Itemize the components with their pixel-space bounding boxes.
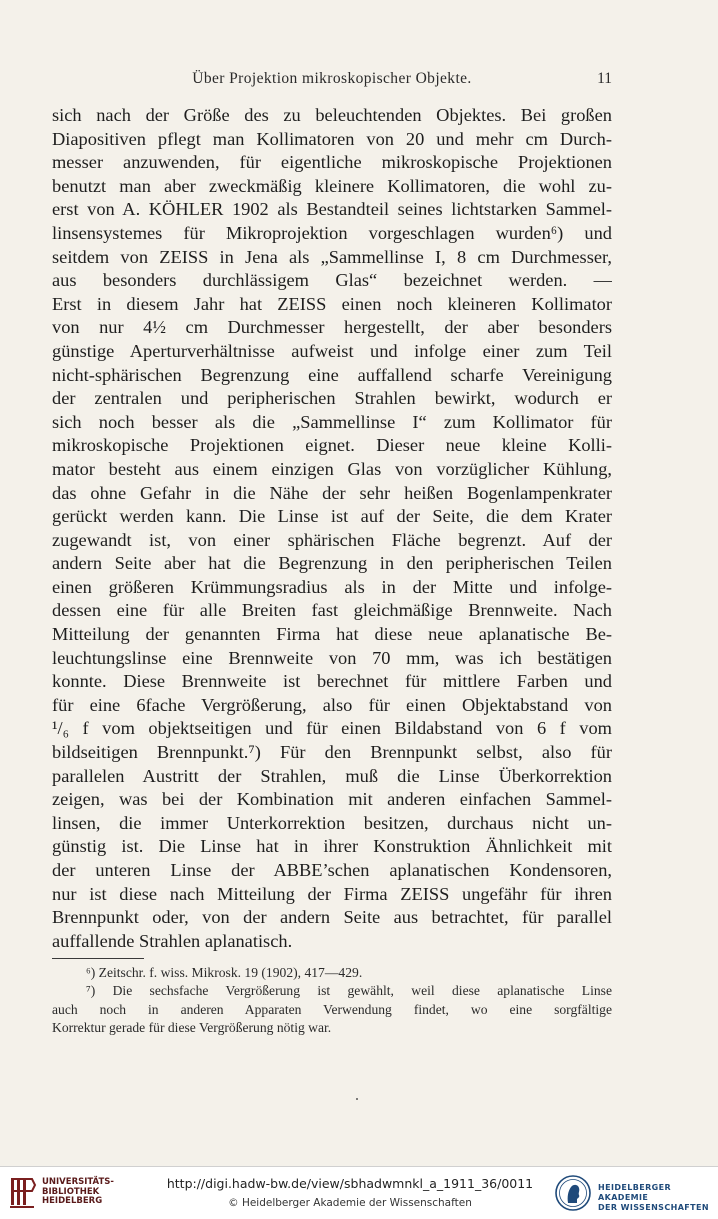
page-number: 11 xyxy=(597,70,612,87)
text-line: für eine 6fache Vergrößerung, also für einen Objektabstand von xyxy=(52,694,612,715)
text-line: benutzt man aber zweckmäßig kleinere Kollimatoren, die wohl zu- xyxy=(52,175,612,196)
text-line: sich noch besser als die „Sammellinse I“ zum Kollimator für xyxy=(52,411,612,432)
text-line: sich nach der Größe des zu beleuchtenden Objektes. Bei großen xyxy=(52,105,612,125)
text-line: seitdem von ZEISS in Jena als „Sammellinse I, 8 cm Durchmesser, xyxy=(52,246,612,267)
library-label-line: HEIDELBERG xyxy=(42,1196,103,1206)
text-line: messer anzuwenden, für eigentliche mikroskopische Projektionen xyxy=(52,152,612,173)
text-line: der unteren Linse der ABBE’schen aplanatischen Kondensoren, xyxy=(52,860,612,880)
footnote-7-line: Korrektur gerade für diese Vergrößerung nötig war. xyxy=(52,1020,332,1036)
text-line: andern Seite aber hat die Begrenzung in den peripherischen Teilen xyxy=(52,553,612,574)
running-head-title: Über Projektion mikroskopischer Objekte. xyxy=(192,70,472,87)
scan-speck xyxy=(356,1098,358,1100)
text-line: gerückt werden kann. Die Linse ist auf der Seite, die dem Krater xyxy=(52,506,612,527)
permalink-url[interactable]: http://digi.hadw-bw.de/view/sbhadwmnkl_a_1911_36/0011 xyxy=(166,1176,534,1191)
university-library-emblem-icon xyxy=(8,1175,38,1211)
footnote-7-line: auch noch in anderen Apparaten Verwendung findet, wo eine sorgfältige xyxy=(52,1001,612,1017)
text-line: auffallende Strahlen aplanatisch. xyxy=(52,930,293,951)
text-line: zugewandt ist, von einer sphärischen Fläche begrenzt. Auf der xyxy=(52,529,612,550)
copyright-notice: © Heidelberger Akademie der Wissenschaften xyxy=(228,1197,472,1209)
library-label-line: BIBLIOTHEK xyxy=(42,1186,100,1197)
library-label-line: UNIVERSITÄTS- xyxy=(42,1177,114,1187)
university-library-label xyxy=(42,1178,114,1207)
footnote-separator xyxy=(52,958,144,959)
text-line: Diapositiven pflegt man Kollimatoren von 20 und mehr cm Durch- xyxy=(52,128,612,149)
text-line: erst von A. KÖHLER 1902 als Bestandteil seines lichtstarken Sammel- xyxy=(52,199,612,220)
text-line: mator besteht aus einem einzigen Glas von vorzüglicher Kühlung, xyxy=(52,458,612,479)
footnotes xyxy=(52,964,612,1038)
text-line: von nur 4½ cm Durchmesser hergestellt, der aber besonders xyxy=(52,317,612,338)
text-line: nur ist diese nach Mitteilung der Firma ZEISS ungefähr für ihren xyxy=(52,883,612,904)
text-line: Brennpunkt oder, von der andern Seite aus betrachtet, für parallel xyxy=(52,907,612,928)
academy-label-line: HEIDELBERGER AKADEMIE xyxy=(598,1183,672,1202)
text-line: leuchtungslinse eine Brennweite von 70 mm, was ich bestätigen xyxy=(52,647,612,668)
text-line: günstige Aperturverhältnisse aufweist und infolge einer zum Teil xyxy=(52,340,612,361)
body-paragraph xyxy=(52,104,612,953)
text-line: linsen, die immer Unterkorrektion besitzen, durchaus nicht un- xyxy=(52,812,612,833)
text-line: Erst in diesem Jahr hat ZEISS einen noch kleineren Kollimator xyxy=(52,293,612,314)
text-line: einen größeren Krümmungsradius als in der Mitte und infolge- xyxy=(52,576,612,597)
text-line: dessen eine für alle Breiten fast gleichmäßige Brennweite. Nach xyxy=(52,600,612,621)
text-line: das ohne Gefahr in die Nähe der sehr heißen Bogenlampenkrater xyxy=(52,482,612,503)
text-line: parallelen Austritt der Strahlen, muß die Linse Überkorrektion xyxy=(52,765,612,786)
viewer-footer xyxy=(0,1166,718,1219)
text-line: bildseitigen Brennpunkt.⁷) Für den Brennpunkt selbst, also für xyxy=(52,742,612,763)
text-line: konnte. Diese Brennweite ist berechnet für mittlere Farben und xyxy=(52,671,612,692)
text-line: mikroskopische Projektionen eignet. Dieser neue kleine Kolli- xyxy=(52,435,612,456)
footnote-7-line: ⁷) Die sechsfache Vergrößerung ist gewählt, weil diese aplanatische Linse xyxy=(86,983,612,999)
text-line: aus besonders durchlässigem Glas“ bezeichnet werden. — xyxy=(52,270,612,291)
text-line: günstig ist. Die Linse hat in ihrer Konstruktion Ähnlichkeit mit xyxy=(52,836,612,857)
text-line: linsensystemes für Mikroprojektion vorgeschlagen wurden⁶) und xyxy=(52,222,612,243)
academy-label-line: DER WISSENSCHAFTEN xyxy=(598,1203,709,1212)
academy-portrait-seal-icon xyxy=(554,1173,592,1213)
academy-label xyxy=(598,1183,718,1213)
running-head xyxy=(52,70,612,94)
text-line: der zentralen und peripherischen Strahlen bewirkt, wodurch er xyxy=(52,388,612,409)
text-line: zeigen, was bei der Kombination mit anderen einfachen Sammel- xyxy=(52,789,612,810)
text-line: ¹/₆ f vom objektseitigen und für einen Bildabstand von 6 f vom xyxy=(52,718,612,739)
text-line: Mitteilung der genannten Firma hat diese neue aplanatische Be- xyxy=(52,624,612,645)
footnote-6: ⁶) Zeitschr. f. wiss. Mikrosk. 19 (1902), 417—429. xyxy=(86,965,363,980)
text-line: nicht-sphärischen Begrenzung eine auffallend scharfe Vereinigung xyxy=(52,364,612,385)
